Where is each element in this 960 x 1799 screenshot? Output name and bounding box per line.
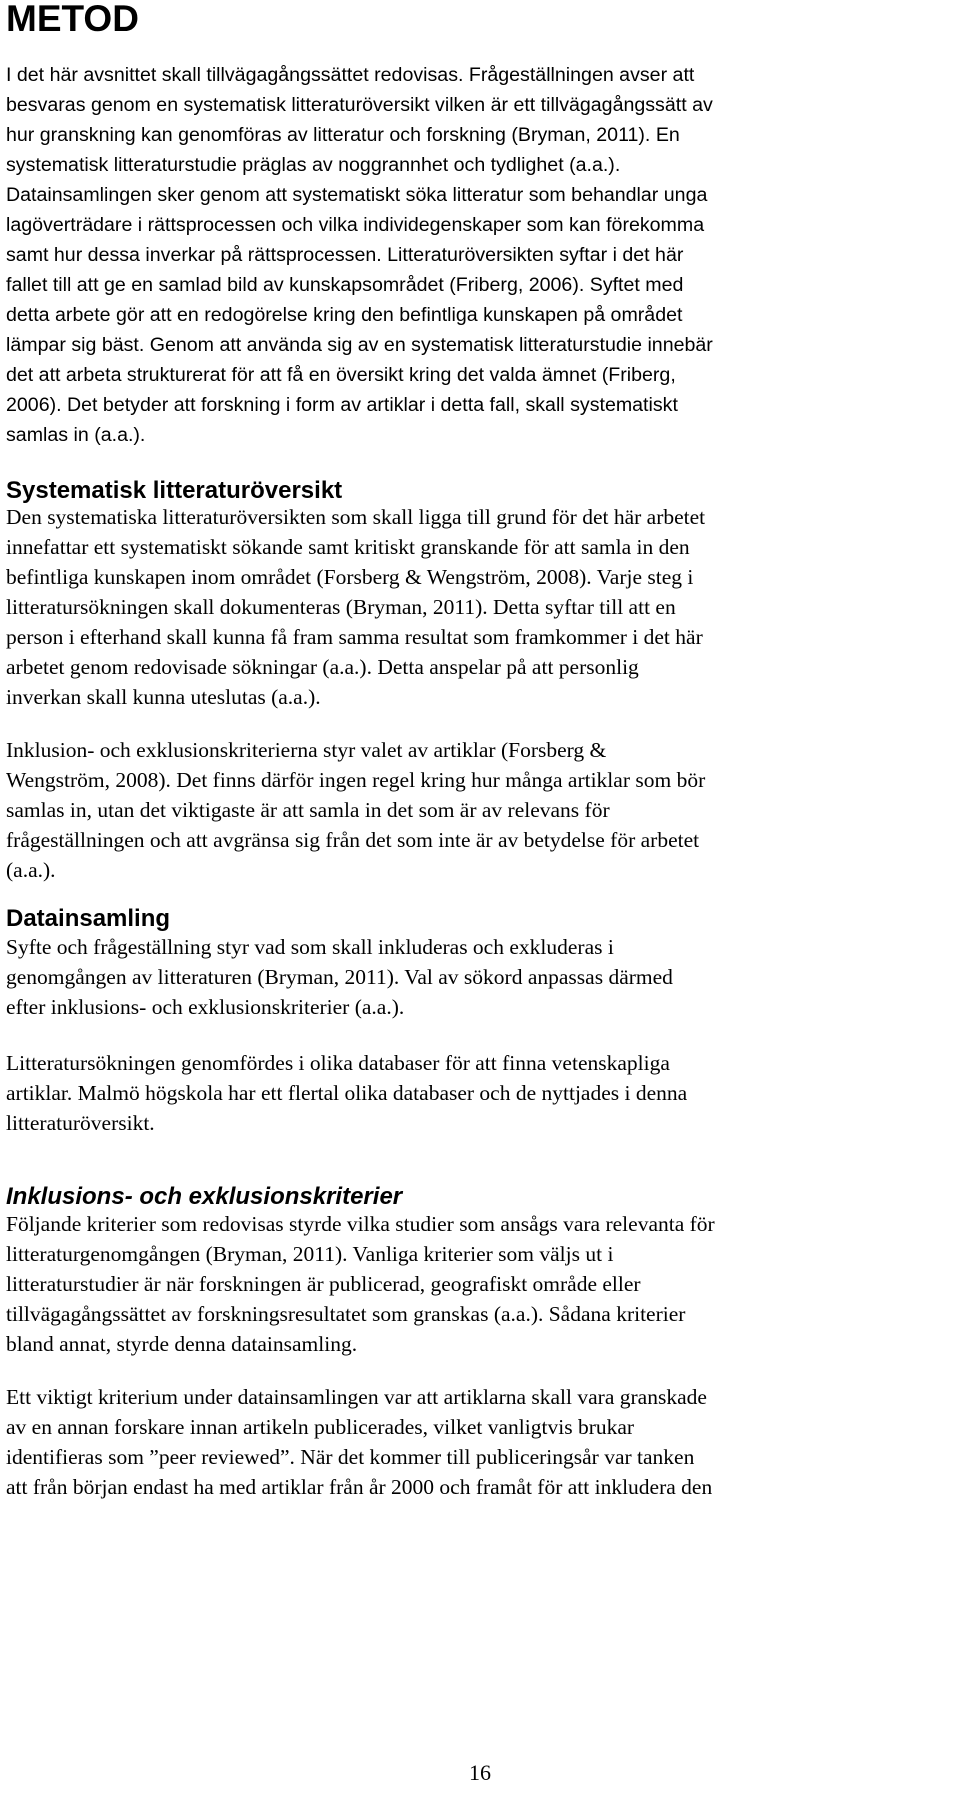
text-line: lämpar sig bäst. Genom att använda sig av en systematisk litteraturstudie innebär xyxy=(6,334,713,356)
text-line: Den systematiska litteraturöversikten som skall ligga till grund för det här arbetet xyxy=(6,505,706,529)
text-line: identifieras som ”peer reviewed”. När det kommer till publiceringsår var tanken xyxy=(6,1445,695,1469)
text-line: Syfte och frågeställning styr vad som skall inkluderas och exkluderas i xyxy=(6,935,614,959)
text-line: litteraturgenomgången (Bryman, 2011). Vanliga kriterier som väljs ut i xyxy=(6,1242,614,1266)
text-line: I det här avsnittet skall tillvägagångssättet redovisas. Frågeställningen avser att xyxy=(6,64,695,86)
text-line: litteraturöversikt. xyxy=(6,1111,155,1135)
text-line: samlas in (a.a.). xyxy=(6,424,146,446)
text-line: att från början endast ha med artiklar från år 2000 och framåt för att inkludera den xyxy=(6,1475,713,1499)
text-line: fallet till att ge en samlad bild av kunskapsområdet (Friberg, 2006). Syftet med xyxy=(6,274,684,296)
heading-systematisk-litteraturoversikt: Systematisk litteraturöversikt xyxy=(6,477,343,504)
text-line: det att arbeta strukturerat för att få en översikt kring det valda ämnet (Friberg, xyxy=(6,364,676,386)
text-line: Litteratursökningen genomfördes i olika databaser för att finna vetenskapliga xyxy=(6,1051,670,1075)
text-line: 2006). Det betyder att forskning i form av artiklar i detta fall, skall systematiskt xyxy=(6,394,678,416)
text-line: tillvägagångssättet av forskningsresultatet som granskas (a.a.). Sådana kriterier xyxy=(6,1302,686,1326)
text-line: hur granskning kan genomföras av litteratur och forskning (Bryman, 2011). En xyxy=(6,124,680,146)
text-line: litteratursökningen skall dokumenteras (Bryman, 2011). Detta syftar till att en xyxy=(6,595,676,619)
text-line: genomgången av litteraturen (Bryman, 2011). Val av sökord anpassas därmed xyxy=(6,965,673,989)
text-line: inverkan skall kunna uteslutas (a.a.). xyxy=(6,685,321,709)
kriterier-paragraph-2 xyxy=(6,1382,951,1502)
text-line: arbetet genom redovisade sökningar (a.a.). Detta anspelar på att personlig xyxy=(6,655,639,679)
text-line: Inklusion- och exklusionskriterierna styr valet av artiklar (Forsberg & xyxy=(6,738,607,762)
text-line: frågeställningen och att avgränsa sig från det som inte är av betydelse för arbetet xyxy=(6,828,700,852)
datainsamling-paragraph-1 xyxy=(6,932,951,1022)
text-line: samlas in, utan det viktigaste är att samla in det som är av relevans för xyxy=(6,798,610,822)
heading-datainsamling: Datainsamling xyxy=(6,905,171,932)
text-line: samt hur dessa inverkar på rättsprocessen. Litteraturöversikten syftar i det här xyxy=(6,244,684,266)
metod-paragraph xyxy=(6,60,951,450)
text-line: efter inklusions- och exklusionskriterier (a.a.). xyxy=(6,995,405,1019)
text-line: lagöverträdare i rättsprocessen och vilka individegenskaper som kan förekomma xyxy=(6,214,705,236)
text-line: person i efterhand skall kunna få fram samma resultat som framkommer i det här xyxy=(6,625,703,649)
text-line: detta arbete gör att en redogörelse kring den befintliga kunskapen på området xyxy=(6,304,683,326)
heading-metod: METOD xyxy=(6,0,139,39)
text-line: Följande kriterier som redovisas styrde vilka studier som ansågs vara relevanta för xyxy=(6,1212,715,1236)
text-line: innefattar ett systematiskt sökande samt kritiskt granskande för att samla in den xyxy=(6,535,690,559)
text-line: artiklar. Malmö högskola har ett flertal olika databaser och de nyttjades i denna xyxy=(6,1081,688,1105)
text-line: systematisk litteraturstudie präglas av noggrannhet och tydlighet (a.a.). xyxy=(6,154,621,176)
text-line: (a.a.). xyxy=(6,858,56,882)
text-line: av en annan forskare innan artikeln publicerades, vilket vanligtvis brukar xyxy=(6,1415,635,1439)
kriterier-paragraph-1 xyxy=(6,1209,951,1359)
text-line: Wengström, 2008). Det finns därför ingen regel kring hur många artiklar som bör xyxy=(6,768,706,792)
systematisk-paragraph-1 xyxy=(6,502,951,712)
text-line: bland annat, styrde denna datainsamling. xyxy=(6,1332,358,1356)
heading-inklusions-och-exklusionskriterier: Inklusions- och exklusionskriterier xyxy=(6,1183,403,1210)
systematisk-paragraph-2 xyxy=(6,735,951,885)
text-line: befintliga kunskapen inom området (Forsberg & Wengström, 2008). Varje steg i xyxy=(6,565,694,589)
datainsamling-paragraph-2 xyxy=(6,1048,951,1138)
text-line: besvaras genom en systematisk litteraturöversikt vilken är ett tillvägagångssätt av xyxy=(6,94,713,116)
page-number: 16 xyxy=(469,1760,491,1785)
text-line: Ett viktigt kriterium under datainsamlingen var att artiklarna skall vara granskade xyxy=(6,1385,707,1409)
text-line: litteraturstudier är när forskningen är publicerad, geografiskt område eller xyxy=(6,1272,641,1296)
text-line: Datainsamlingen sker genom att systematiskt söka litteratur som behandlar unga xyxy=(6,184,708,206)
